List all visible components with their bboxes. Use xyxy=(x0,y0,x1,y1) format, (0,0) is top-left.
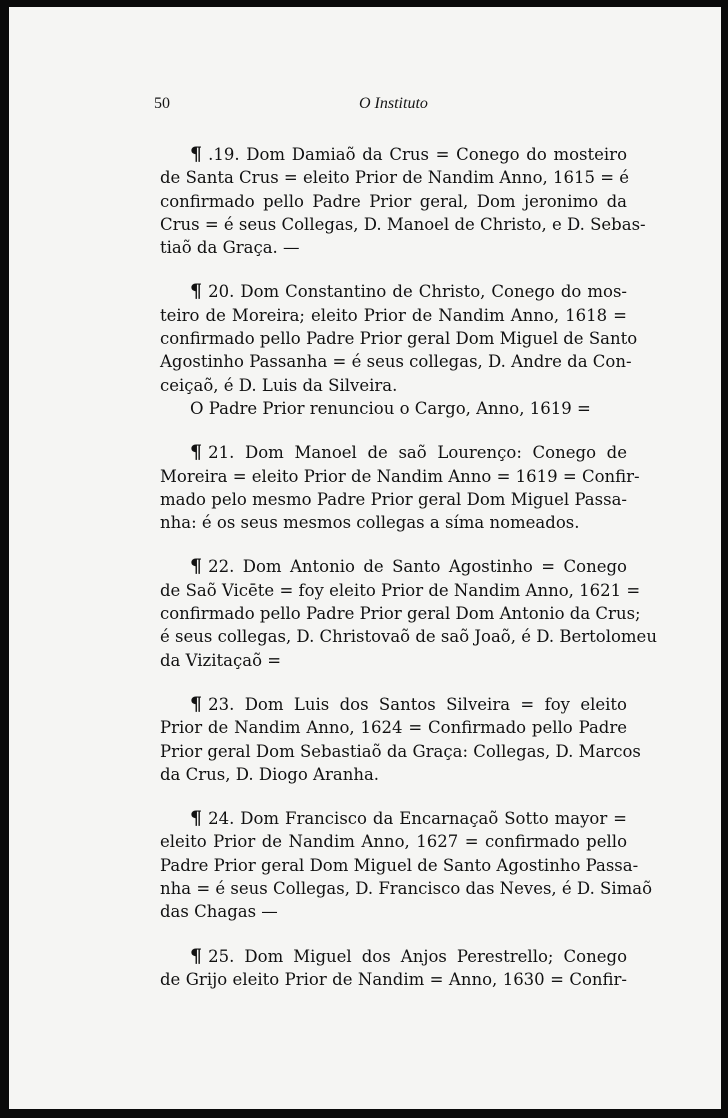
entry-line: de Santa Crus = eleito Prior de Nandim Anno, 1615 = é xyxy=(160,168,630,188)
entry-line: Crus = é seus Collegas, D. Manoel de Christo, e D. Sebas- xyxy=(160,214,646,234)
paragraph-mark-icon: ¶ xyxy=(190,555,203,578)
entry-25 xyxy=(160,945,627,992)
running-title: O Instituto xyxy=(359,95,428,112)
page-header xyxy=(154,95,629,119)
entry-line: ¶ 23. Dom Luis dos Santos Silveira = foy eleito xyxy=(190,692,627,715)
entry-line: confirmado pello Padre Prior geral Dom Miguel de Santo xyxy=(160,329,638,349)
entry-line: mado pelo mesmo Padre Prior geral Dom Miguel Passa- xyxy=(160,489,627,509)
entry-line: tiaõ da Graça. — xyxy=(160,238,300,258)
entry-line: Prior geral Dom Sebastiaõ da Graça: Collegas, D. Marcos xyxy=(160,741,641,761)
entry-line: confirmado pello Padre Prior geral Dom Antonio da Crus; xyxy=(160,604,641,624)
entry-line: das Chagas — xyxy=(160,902,278,922)
entry-line: teiro de Moreira; eleito Prior de Nandim Anno, 1618 = xyxy=(160,305,627,325)
paragraph-mark-icon: ¶ xyxy=(190,944,203,967)
entry-line: é seus collegas, D. Christovaõ de saõ Joaõ, é D. Bertolomeu xyxy=(160,627,657,647)
entry-line: nha = é seus Collegas, D. Francisco das Neves, é D. Simaõ xyxy=(160,879,653,899)
entry-line: nha: é os seus mesmos collegas a síma nomeados. xyxy=(160,513,580,533)
entry-19 xyxy=(160,143,646,259)
entry-21 xyxy=(160,441,640,534)
entry-24 xyxy=(160,807,653,923)
page-body xyxy=(160,143,657,1012)
paragraph-mark-icon: ¶ xyxy=(190,143,203,165)
entry-line: da Crus, D. Diogo Aranha. xyxy=(160,764,380,784)
entry-23 xyxy=(160,692,641,786)
entry-line: confirmado pello Padre Prior geral, Dom jeronimo da xyxy=(160,191,627,211)
entry-20 xyxy=(160,280,638,420)
entry-line: Padre Prior geral Dom Miguel de Santo Agostinho Passa- xyxy=(160,855,639,875)
paragraph-mark-icon: ¶ xyxy=(190,280,203,303)
entry-line: Moreira = eleito Prior de Nandim Anno = 1619 = Confir- xyxy=(160,466,640,486)
entry-line: ¶ 21. Dom Manoel de saõ Lourenço: Conego de xyxy=(190,441,627,464)
entry-note: O Padre Prior renunciou o Cargo, Anno, 1619 = xyxy=(190,398,591,418)
entry-line: eleito Prior de Nandim Anno, 1627 = confirmado pello xyxy=(160,832,627,852)
paragraph-mark-icon: ¶ xyxy=(190,692,203,715)
entry-line: Prior de Nandim Anno, 1624 = Confirmado pello Padre xyxy=(160,718,627,738)
entry-22 xyxy=(160,555,657,671)
paragraph-mark-icon: ¶ xyxy=(190,441,203,464)
entry-line: ¶ .19. Dom Damiaõ da Crus = Conego do mosteiro xyxy=(190,143,627,165)
entry-line: ¶ 22. Dom Antonio de Santo Agostinho = Conego xyxy=(190,555,627,578)
entry-line: ¶ 25. Dom Miguel dos Anjos Perestrello; Conego xyxy=(190,944,627,967)
entry-line: de Saõ Vicēte = foy eleito Prior de Nandim Anno, 1621 = xyxy=(160,580,641,600)
entry-line: ceiçaõ, é D. Luis da Silveira. xyxy=(160,375,398,395)
entry-line: Agostinho Passanha = é seus collegas, D. Andre da Con- xyxy=(160,352,632,372)
book-page xyxy=(9,7,721,1109)
entry-line: ¶ 20. Dom Constantino de Christo, Conego do mos- xyxy=(190,280,627,303)
paragraph-mark-icon: ¶ xyxy=(190,807,203,830)
entry-line: ¶ 24. Dom Francisco da Encarnaçaõ Sotto mayor = xyxy=(190,807,627,830)
entry-line: de Grijo eleito Prior de Nandim = Anno, 1630 = Confir- xyxy=(160,969,627,989)
entry-line: da Vizitaçaõ = xyxy=(160,650,282,670)
page-number: 50 xyxy=(154,95,170,112)
